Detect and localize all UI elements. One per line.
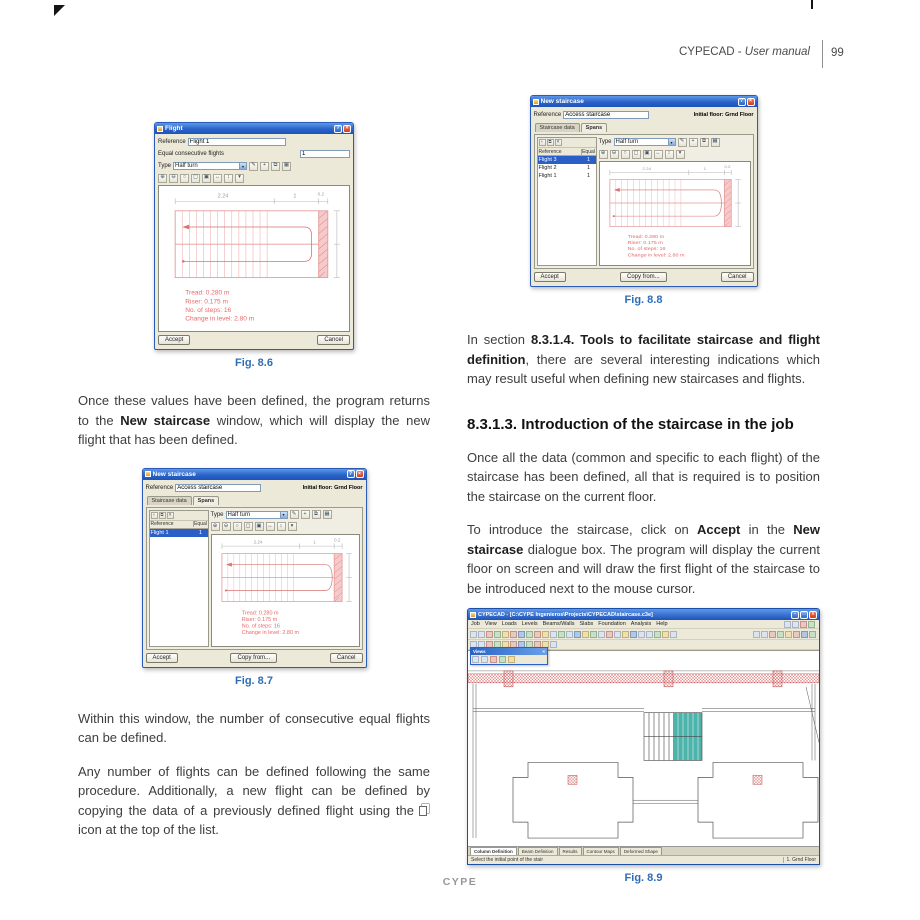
text-bold: New staircase bbox=[467, 522, 820, 557]
zoom-in-icon[interactable]: ⊕ bbox=[599, 150, 608, 159]
flight-equal: 1 bbox=[586, 173, 591, 179]
toolbar-icon[interactable] bbox=[518, 631, 525, 638]
toolbar-icon[interactable] bbox=[550, 631, 557, 638]
window-titlebar[interactable] bbox=[468, 609, 819, 620]
copy-from-button[interactable]: Copy from... bbox=[620, 272, 667, 282]
toolbar-icon[interactable] bbox=[622, 631, 629, 638]
dialog-title: New staircase bbox=[540, 98, 584, 105]
text-run: window, which will display the new flight that has been defined. bbox=[78, 412, 430, 447]
type-select[interactable] bbox=[173, 162, 247, 170]
views-palette-icons bbox=[471, 655, 547, 664]
zoom-toolbar bbox=[158, 173, 350, 183]
dialog-title: Flight bbox=[165, 125, 183, 132]
toolbar-icon[interactable] bbox=[550, 641, 557, 648]
toolbar-icon[interactable] bbox=[510, 631, 517, 638]
dialog-tabs bbox=[534, 122, 754, 132]
zoom-out-icon[interactable]: ⊖ bbox=[222, 522, 231, 531]
reference-row bbox=[158, 137, 350, 147]
list-delete-icon[interactable]: ✕ bbox=[168, 511, 172, 517]
type-select[interactable] bbox=[226, 511, 288, 519]
left-column bbox=[78, 122, 430, 840]
reference-label: Reference bbox=[158, 139, 186, 145]
dimension-label: 2.24 bbox=[217, 193, 229, 200]
app-icon bbox=[470, 612, 476, 618]
zoom-in-icon[interactable]: ⊕ bbox=[211, 522, 220, 531]
dialog-icon bbox=[145, 471, 151, 477]
toolbar-icon[interactable] bbox=[792, 621, 799, 628]
toolbar-icon[interactable] bbox=[478, 631, 485, 638]
toolbar-icon[interactable] bbox=[481, 656, 488, 663]
cypecad-main-window bbox=[467, 608, 820, 865]
flight-name: Flight 1 bbox=[150, 529, 169, 536]
toolbar-icon[interactable] bbox=[590, 631, 597, 638]
list-copy-icon[interactable]: ⧉ bbox=[548, 139, 552, 145]
toolbar-icon[interactable] bbox=[502, 631, 509, 638]
annotation-steps: No. of steps: 16 bbox=[627, 246, 666, 253]
menu-icons bbox=[784, 621, 816, 628]
dialog-icon bbox=[533, 99, 539, 105]
annotation-riser: Riser: 0.175 m bbox=[185, 298, 228, 306]
new-staircase-dialog bbox=[530, 95, 758, 287]
menu-item-job[interactable]: Job bbox=[471, 621, 480, 627]
flight-editor bbox=[599, 137, 751, 266]
dialog-buttons bbox=[146, 652, 363, 664]
tab-spans[interactable]: Spans bbox=[581, 123, 608, 132]
pan-vertical-icon[interactable]: ↕ bbox=[277, 522, 286, 531]
flight-dialog bbox=[154, 122, 354, 350]
toolbar-icon[interactable] bbox=[777, 631, 784, 638]
toolbar-icon[interactable] bbox=[761, 631, 768, 638]
flight-equal: 1 bbox=[586, 157, 591, 163]
crop-mark-top-right bbox=[811, 0, 813, 9]
toolbar-icon[interactable] bbox=[769, 631, 776, 638]
paragraph-introduce-staircase bbox=[467, 520, 820, 598]
text-run: icon at the top of the list. bbox=[78, 822, 219, 837]
initial-floor-label: Initial floor: Grnd Floor bbox=[693, 112, 754, 118]
dimension-label: 2.24 bbox=[641, 166, 651, 171]
type-row bbox=[211, 510, 360, 520]
initial-floor-label: Initial floor: Grnd Floor bbox=[302, 484, 363, 491]
copy-from-button[interactable]: Copy from... bbox=[230, 653, 277, 663]
list-toolbar bbox=[150, 511, 208, 521]
menu-item-loads[interactable]: Loads bbox=[501, 621, 517, 627]
annotation-steps: No. of steps: 16 bbox=[241, 623, 280, 629]
toolbar-icon[interactable] bbox=[472, 656, 479, 663]
reference-label: Reference bbox=[533, 112, 562, 118]
toolbar-icon[interactable] bbox=[499, 656, 506, 663]
type-select-value: Half turn bbox=[175, 163, 198, 169]
tab-deformed-shape[interactable]: Deformed Shape bbox=[620, 847, 662, 855]
list-add-icon[interactable]: + bbox=[539, 139, 546, 146]
redraw-icon[interactable]: ▣ bbox=[202, 174, 211, 183]
new-icon[interactable]: + bbox=[301, 510, 310, 519]
spans-pane bbox=[534, 134, 754, 269]
current-floor[interactable]: 1. Grnd Floor bbox=[783, 857, 816, 863]
library-icon[interactable]: ▦ bbox=[282, 162, 291, 171]
redraw-icon[interactable]: ▣ bbox=[643, 150, 652, 159]
staircase-plan-view[interactable] bbox=[211, 534, 360, 647]
views-palette-title: Views bbox=[473, 649, 486, 654]
annotation-tread: Tread: 0.280 m bbox=[185, 289, 230, 297]
toolbar-icon-group bbox=[470, 631, 678, 638]
flights-list bbox=[149, 510, 209, 647]
dimension-label: 1 bbox=[293, 193, 297, 200]
reference-input[interactable] bbox=[563, 111, 649, 119]
dialog-body bbox=[155, 134, 353, 349]
views-palette bbox=[470, 647, 548, 665]
right-column bbox=[467, 95, 820, 884]
dialog-title: New staircase bbox=[152, 470, 196, 478]
zoom-in-icon[interactable]: ⊕ bbox=[158, 174, 167, 183]
toolbar-icon[interactable] bbox=[646, 631, 653, 638]
flight-plan-drawing bbox=[600, 162, 750, 265]
accept-button[interactable]: Accept bbox=[146, 653, 178, 663]
toolbar-icon[interactable] bbox=[809, 631, 816, 638]
list-item-flight-1[interactable] bbox=[150, 529, 208, 537]
cancel-button[interactable]: Cancel bbox=[317, 335, 350, 345]
toolbar-icon[interactable] bbox=[800, 621, 807, 628]
pan-horizontal-icon[interactable]: ↔ bbox=[266, 522, 275, 531]
dialog-titlebar[interactable] bbox=[531, 96, 757, 107]
more-tools-icon[interactable]: ▾ bbox=[235, 174, 244, 183]
equal-flights-row bbox=[158, 149, 350, 159]
paragraph-values-defined bbox=[78, 391, 430, 450]
flights-list bbox=[537, 137, 597, 266]
flight-equal: 1 bbox=[198, 529, 203, 536]
annotation-level: Change in level: 2.80 m bbox=[185, 315, 255, 323]
tab-staircase-data[interactable]: Staircase data bbox=[147, 496, 192, 505]
flight-name: Flight 1 bbox=[538, 173, 557, 179]
copy-icon[interactable]: ⧉ bbox=[271, 162, 280, 171]
new-icon[interactable]: + bbox=[260, 162, 269, 171]
dimension-label: 0.2 bbox=[317, 191, 324, 197]
dimension-label: 0.2 bbox=[333, 537, 340, 542]
reference-label: Reference bbox=[145, 484, 174, 491]
spans-pane bbox=[146, 507, 363, 650]
pan-horizontal-icon[interactable]: ↔ bbox=[213, 174, 222, 183]
toolbar-icon[interactable] bbox=[614, 631, 621, 638]
paragraph-copy-flight bbox=[78, 762, 430, 840]
tab-staircase-data[interactable]: Staircase data bbox=[535, 123, 580, 132]
redraw-icon[interactable]: ▣ bbox=[255, 522, 264, 531]
header-divider bbox=[822, 40, 823, 68]
toolbar-icon[interactable] bbox=[801, 631, 808, 638]
help-icon[interactable]: ? bbox=[334, 125, 342, 133]
accept-button[interactable]: Accept bbox=[534, 272, 566, 282]
type-row bbox=[158, 161, 350, 171]
tab-column-definition[interactable]: Column Definition bbox=[470, 847, 517, 855]
edit-icon[interactable]: ✎ bbox=[249, 162, 258, 171]
status-bar bbox=[468, 855, 819, 864]
dimension-label: 1 bbox=[703, 166, 706, 171]
list-header bbox=[150, 521, 208, 529]
new-icon[interactable]: + bbox=[689, 138, 698, 147]
chevron-down-icon: ▾ bbox=[280, 512, 287, 518]
text-run: , there are several interesting indications which may result useful when defining new staircases and flights. bbox=[467, 351, 820, 386]
dimension-label: 0.2 bbox=[723, 164, 731, 170]
views-palette-titlebar[interactable] bbox=[471, 648, 547, 655]
tab-results[interactable]: Results bbox=[559, 847, 582, 855]
list-copy-icon[interactable]: ⧉ bbox=[160, 511, 164, 517]
toolbar-icon[interactable] bbox=[630, 631, 637, 638]
page-footer-brand: CYPE bbox=[442, 876, 478, 888]
main-toolbar bbox=[468, 629, 819, 640]
toolbar-icon[interactable] bbox=[753, 631, 760, 638]
dialog-buttons bbox=[158, 334, 350, 346]
dialog-body bbox=[531, 107, 757, 286]
figure-caption: Fig. 8.6 bbox=[235, 357, 273, 369]
staircase-plan-view[interactable] bbox=[599, 161, 751, 266]
equal-flights-input[interactable] bbox=[300, 150, 350, 158]
equal-column-header: Equal bbox=[582, 148, 595, 155]
copy-icon[interactable]: ⧉ bbox=[700, 138, 709, 147]
paragraph-data-defined: Once all the data (common and specific to each flight) of the staircase has been defined, all that is required is to position the staircase on the current floor. bbox=[467, 449, 820, 504]
copy-icon[interactable]: ⧉ bbox=[312, 510, 321, 519]
toolbar-icon[interactable] bbox=[566, 631, 573, 638]
text-run: Once these values have been defined, the program returns to the bbox=[78, 393, 430, 428]
zoom-window-icon[interactable]: ◻ bbox=[191, 174, 200, 183]
drawing-canvas[interactable] bbox=[468, 650, 819, 846]
toolbar-icon[interactable] bbox=[494, 631, 501, 638]
toolbar-icon-group-right bbox=[753, 631, 817, 638]
zoom-toolbar bbox=[599, 149, 751, 159]
text-run: In section bbox=[467, 332, 531, 347]
figure-caption: Fig. 8.9 bbox=[624, 872, 663, 884]
type-label: Type bbox=[210, 511, 224, 518]
dimension-label: 2.24 bbox=[253, 538, 262, 544]
header-manual-label: User manual bbox=[744, 46, 810, 58]
figure-8-8 bbox=[530, 95, 758, 287]
pan-horizontal-icon[interactable]: ↔ bbox=[654, 150, 663, 159]
help-icon[interactable]: ? bbox=[738, 98, 746, 106]
reference-column-header: Reference bbox=[538, 149, 582, 155]
type-select-value: Half turn bbox=[227, 511, 251, 518]
dialog-body bbox=[143, 480, 366, 667]
page-header bbox=[679, 46, 810, 58]
toolbar-icon[interactable] bbox=[785, 631, 792, 638]
crop-mark-top-left bbox=[54, 5, 65, 16]
staircase-plan-view[interactable] bbox=[158, 185, 350, 332]
reference-row bbox=[146, 483, 363, 493]
library-icon[interactable]: ▦ bbox=[323, 510, 332, 519]
dialog-titlebar[interactable] bbox=[155, 123, 353, 134]
section-heading: 8.3.1.3. Introduction of the staircase in the job bbox=[467, 415, 794, 433]
cancel-button[interactable]: Cancel bbox=[721, 272, 754, 282]
flight-equal: 1 bbox=[586, 165, 591, 171]
toolbar-icon[interactable] bbox=[784, 621, 791, 628]
zoom-all-icon[interactable]: ○ bbox=[621, 150, 630, 159]
toolbar-icon[interactable] bbox=[808, 621, 815, 628]
menu-item-foundation[interactable]: Foundation bbox=[598, 621, 626, 627]
toolbar-icon[interactable] bbox=[558, 631, 565, 638]
toolbar-icon[interactable] bbox=[670, 631, 677, 638]
flight-plan-drawing bbox=[159, 186, 349, 331]
equal-flights-label: Equal consecutive flights bbox=[158, 151, 225, 157]
zoom-out-icon[interactable]: ⊖ bbox=[610, 150, 619, 159]
copy-icon bbox=[419, 806, 427, 816]
pan-vertical-icon[interactable]: ↕ bbox=[224, 174, 233, 183]
type-select[interactable] bbox=[614, 138, 676, 146]
dialog-buttons bbox=[534, 271, 754, 283]
text-run: dialogue box. The program will display the current floor on screen and will draw the first flight of the staircase to be introduced next to the mouse cursor. bbox=[467, 541, 820, 596]
reference-column-header: Reference bbox=[150, 521, 194, 527]
tab-contour-maps[interactable]: Contour Maps bbox=[583, 847, 619, 855]
close-icon[interactable]: × bbox=[542, 649, 545, 654]
more-tools-icon[interactable]: ▾ bbox=[288, 522, 297, 531]
more-tools-icon[interactable]: ▾ bbox=[676, 150, 685, 159]
menu-item-view[interactable]: View bbox=[484, 621, 497, 627]
flight-name: Flight 2 bbox=[538, 165, 557, 171]
help-icon[interactable]: ? bbox=[347, 470, 355, 478]
tab-beam-definition[interactable]: Beam Definition bbox=[518, 847, 558, 855]
menu-item-help[interactable]: Help bbox=[656, 621, 668, 627]
toolbar-icon[interactable] bbox=[534, 631, 541, 638]
annotation-tread: Tread: 0.280 m bbox=[627, 234, 664, 240]
library-icon[interactable]: ▦ bbox=[711, 138, 720, 147]
cancel-button[interactable]: Cancel bbox=[330, 653, 363, 663]
type-select-value: Half turn bbox=[615, 139, 639, 145]
flight-name: Flight 3 bbox=[538, 157, 557, 163]
menu-item-levels[interactable]: Levels bbox=[521, 621, 538, 627]
menu-item-analysis[interactable]: Analysis bbox=[630, 621, 652, 627]
zoom-all-icon[interactable]: ○ bbox=[233, 522, 242, 531]
type-label: Type bbox=[158, 163, 172, 169]
list-delete-icon[interactable]: ✕ bbox=[556, 139, 560, 145]
list-item-flight-1[interactable] bbox=[538, 172, 596, 180]
toolbar-icon[interactable] bbox=[470, 631, 477, 638]
type-label: Type bbox=[598, 139, 612, 145]
view-tabs bbox=[468, 846, 819, 855]
paragraph-consecutive-flights: Within this window, the number of consecutive equal flights can be defined. bbox=[78, 710, 430, 745]
toolbar-icon[interactable] bbox=[598, 631, 605, 638]
toolbar-icon[interactable] bbox=[638, 631, 645, 638]
zoom-out-icon[interactable]: ⊖ bbox=[169, 174, 178, 183]
minimize-icon[interactable]: – bbox=[791, 611, 799, 619]
toolbar-icon[interactable] bbox=[508, 656, 515, 663]
reference-input[interactable] bbox=[175, 484, 261, 492]
new-staircase-dialog bbox=[142, 468, 367, 668]
accept-button[interactable]: Accept bbox=[158, 335, 190, 345]
floor-plan-drawing bbox=[468, 651, 819, 846]
toolbar-icon[interactable] bbox=[793, 631, 800, 638]
toolbar-icon[interactable] bbox=[486, 631, 493, 638]
list-item-flight-2[interactable] bbox=[538, 164, 596, 172]
list-add-icon[interactable]: + bbox=[151, 512, 158, 519]
annotation-riser: Riser: 0.175 m bbox=[241, 616, 277, 623]
text-run: To introduce the staircase, click on bbox=[467, 522, 698, 537]
list-item-flight-3[interactable] bbox=[538, 156, 596, 164]
annotation-riser: Riser: 0.175 m bbox=[627, 240, 663, 246]
figure-8-6 bbox=[154, 122, 354, 350]
flight-plan-drawing bbox=[212, 535, 359, 646]
close-icon[interactable]: × bbox=[809, 611, 817, 619]
edit-icon[interactable]: ✎ bbox=[678, 138, 687, 147]
toolbar-icon[interactable] bbox=[654, 631, 661, 638]
close-icon[interactable]: × bbox=[356, 470, 364, 478]
menu-item-beams-walls[interactable]: Beams/Walls bbox=[542, 621, 575, 627]
dialog-icon bbox=[157, 126, 163, 132]
annotation-tread: Tread: 0.280 m bbox=[241, 610, 279, 616]
figure-caption: Fig. 8.7 bbox=[235, 674, 273, 687]
reference-row bbox=[534, 110, 754, 120]
pan-vertical-icon[interactable]: ↕ bbox=[665, 150, 674, 159]
flight-editor bbox=[211, 510, 360, 647]
close-icon[interactable]: × bbox=[343, 125, 351, 133]
annotation-steps: No. of steps: 16 bbox=[185, 307, 232, 314]
text-run: Any number of flights can be defined following the same procedure. Additionally, a new flight can be defined by copying the data of a previously defined flight using the bbox=[78, 763, 430, 818]
zoom-toolbar bbox=[211, 522, 360, 532]
text-bold: 8.3.1.4. Tools to facilitate staircase and flight definition bbox=[467, 332, 820, 367]
page-number: 99 bbox=[831, 47, 844, 59]
zoom-window-icon[interactable]: ◻ bbox=[244, 522, 253, 531]
equal-column-header: Equal bbox=[194, 521, 207, 527]
toolbar-icon[interactable] bbox=[582, 631, 589, 638]
close-icon[interactable]: × bbox=[747, 98, 755, 106]
toolbar-icon[interactable] bbox=[526, 631, 533, 638]
chevron-down-icon: ▾ bbox=[239, 163, 246, 169]
paragraph-section-ref bbox=[467, 330, 820, 389]
window-title: CYPECAD - [C:\CYPE Ingenieros\Projects\CYPECAD\staircase.c3e] bbox=[478, 611, 653, 618]
menu-item-slabs[interactable]: Slabs bbox=[579, 621, 594, 627]
figure-caption: Fig. 8.8 bbox=[624, 294, 663, 306]
text-bold: Accept bbox=[697, 522, 741, 537]
type-row bbox=[599, 137, 751, 147]
annotation-level: Change in level: 2.80 m bbox=[241, 629, 299, 636]
toolbar-icon[interactable] bbox=[662, 631, 669, 638]
toolbar-icon[interactable] bbox=[542, 631, 549, 638]
toolbar-icon[interactable] bbox=[574, 631, 581, 638]
text-run: in the bbox=[740, 522, 794, 537]
list-toolbar bbox=[538, 138, 596, 148]
maximize-icon[interactable]: □ bbox=[800, 611, 808, 619]
zoom-all-icon[interactable]: ○ bbox=[180, 174, 189, 183]
header-app-name: CYPECAD - bbox=[678, 46, 745, 58]
toolbar-icon[interactable] bbox=[490, 656, 497, 663]
figure-8-7 bbox=[142, 468, 367, 668]
menu-bar bbox=[468, 620, 819, 629]
list-header bbox=[538, 148, 596, 156]
toolbar-icon[interactable] bbox=[606, 631, 613, 638]
zoom-window-icon[interactable]: ◻ bbox=[632, 150, 641, 159]
status-message: Select the initial point of the stair bbox=[471, 857, 543, 863]
edit-icon[interactable]: ✎ bbox=[290, 510, 299, 519]
chevron-down-icon: ▾ bbox=[668, 139, 675, 145]
text-bold: New staircase bbox=[120, 412, 211, 428]
dialog-tabs bbox=[146, 495, 363, 505]
dialog-titlebar[interactable] bbox=[143, 469, 366, 480]
reference-input[interactable] bbox=[188, 138, 286, 146]
tab-spans[interactable]: Spans bbox=[193, 496, 220, 505]
annotation-level: Change in level: 2.80 m bbox=[627, 252, 685, 259]
dimension-label: 1 bbox=[312, 538, 316, 544]
